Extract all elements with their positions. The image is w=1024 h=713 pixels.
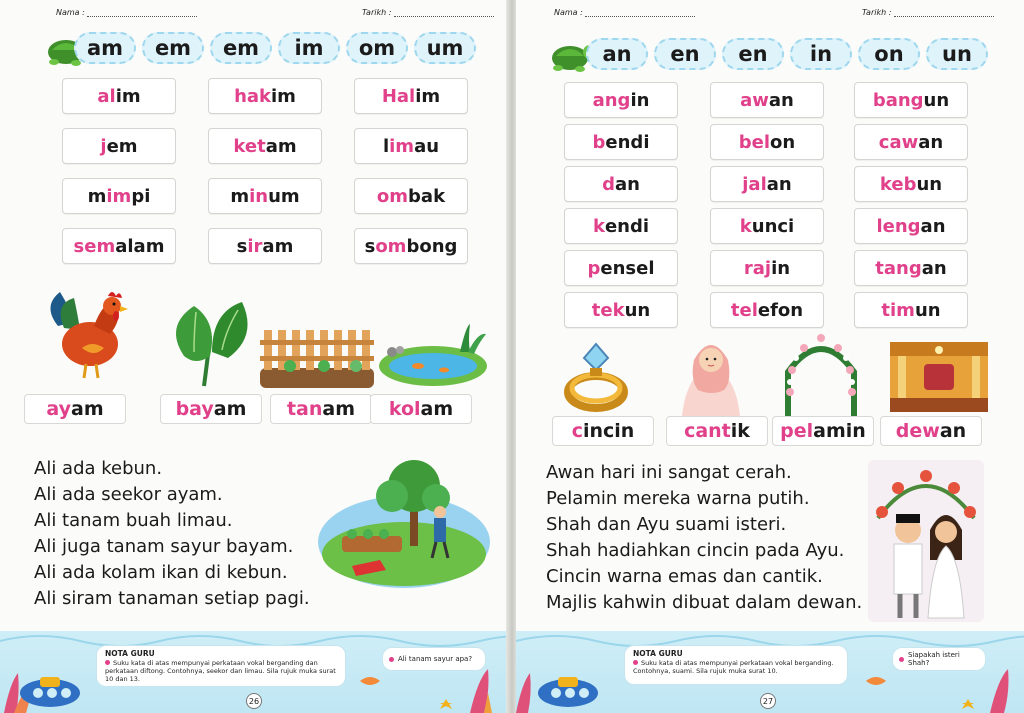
word-plain: un (624, 299, 651, 321)
syllable-pill: om (346, 32, 408, 64)
word-plain: ensel (600, 257, 655, 279)
word-highlight: om (376, 185, 409, 207)
word-plain: am (71, 398, 104, 420)
word-highlight: dew (895, 420, 940, 442)
word-highlight: keb (879, 173, 917, 195)
question-text: Siapakah isteri Shah? (908, 651, 960, 667)
word-plain: in (771, 257, 791, 279)
word-card (564, 250, 678, 286)
word-highlight: ang (592, 89, 631, 111)
word-highlight: b (592, 131, 606, 153)
syllable-pill: um (414, 32, 476, 64)
word-plain: au (414, 135, 440, 157)
page-left (0, 0, 508, 713)
sentence-line: Pelamin mereka warna putih. (546, 488, 810, 509)
sentence-line: Shah dan Ayu suami isteri. (546, 514, 787, 535)
syllable-pill: am (74, 32, 136, 64)
picture-label (772, 416, 874, 446)
spinach-icon (164, 296, 254, 388)
word-plain: endi (604, 215, 650, 237)
sentence-line: Shah hadiahkan cincin pada Ayu. (546, 540, 845, 561)
wedding-couple-icon (864, 458, 988, 624)
word-card (62, 128, 176, 164)
word-highlight: jal (742, 173, 767, 195)
teacher-note (624, 645, 848, 685)
word-highlight: tan (286, 398, 323, 420)
word-plain: incin (582, 420, 635, 442)
word-highlight: sem (73, 235, 116, 257)
syllable-pill: em (142, 32, 204, 64)
word-card (564, 82, 678, 118)
word-highlight: bel (738, 131, 771, 153)
pond-icon (378, 322, 488, 388)
syllable-pill: in (790, 38, 852, 70)
rooster-icon (38, 286, 138, 386)
word-card (710, 166, 824, 202)
word-plain: am (213, 398, 247, 420)
word-highlight: caw (878, 131, 919, 153)
word-highlight: ay (46, 398, 71, 420)
word-highlight: ir (247, 235, 263, 257)
word-plain: am (420, 398, 454, 420)
note-title: NOTA GURU (633, 649, 683, 658)
word-card (564, 166, 678, 202)
word-card (62, 228, 176, 264)
reading-passage (546, 460, 862, 616)
word-highlight: k (592, 215, 605, 237)
footer-band (0, 631, 508, 713)
sentence-line: Ali ada kebun. (34, 458, 163, 479)
hall-icon (890, 342, 988, 412)
word-plain: amin (813, 420, 866, 442)
word-highlight: bay (175, 398, 214, 420)
word-highlight: al (97, 85, 116, 107)
word-highlight: d (602, 173, 615, 195)
note-title: NOTA GURU (105, 649, 155, 658)
wedding-arch-icon (778, 330, 864, 416)
sentence-line: Awan hari ini sangat cerah. (546, 462, 792, 483)
syllable-pill: an (586, 38, 648, 70)
syllable-pill: en (722, 38, 784, 70)
garden-scene-icon (312, 450, 492, 590)
word-plain: unci (751, 215, 795, 237)
picture-label (270, 394, 372, 424)
picture-label (666, 416, 768, 446)
word-plain: endi (605, 131, 650, 153)
ring-icon (562, 334, 630, 416)
word-plain: un (923, 89, 950, 111)
question-box (892, 647, 986, 671)
syllable-pill: em (210, 32, 272, 64)
word-plain: an (920, 215, 946, 237)
word-highlight: j (100, 135, 107, 157)
word-card (710, 82, 824, 118)
page-number: 26 (246, 693, 262, 709)
word-plain: ik (730, 420, 750, 442)
word-highlight: ket (233, 135, 266, 157)
word-plain: in (630, 89, 650, 111)
word-plain: an (918, 131, 944, 153)
word-plain: an (921, 257, 947, 279)
word-card (354, 178, 468, 214)
word-plain: em (106, 135, 138, 157)
word-highlight: aw (740, 89, 769, 111)
word-card (208, 128, 322, 164)
picture-label (880, 416, 982, 446)
word-card (564, 292, 678, 328)
word-card (710, 208, 824, 244)
bride-icon (674, 330, 748, 416)
word-card (354, 78, 468, 114)
word-card (854, 292, 968, 328)
word-plain: alam (115, 235, 165, 257)
question-box (382, 647, 486, 671)
word-highlight: k (739, 215, 752, 237)
word-highlight: c (571, 420, 583, 442)
picture-label (552, 416, 654, 446)
word-card (710, 124, 824, 160)
word-highlight: tel (730, 299, 758, 321)
word-plain: efon (757, 299, 804, 321)
word-plain: un (916, 173, 943, 195)
word-highlight: kol (388, 398, 421, 420)
picture-label (160, 394, 262, 424)
syllable-pill: en (654, 38, 716, 70)
word-plain: s (236, 235, 248, 257)
sentence-line: Cincin warna emas dan cantik. (546, 566, 823, 587)
word-highlight: hak (234, 85, 271, 107)
name-field: Nama : (554, 8, 695, 17)
word-plain: bong (406, 235, 458, 257)
name-field: Nama : (56, 8, 197, 17)
word-highlight: tang (875, 257, 922, 279)
word-plain: an (766, 173, 792, 195)
word-card (854, 208, 968, 244)
word-card (564, 124, 678, 160)
word-plain: am (322, 398, 356, 420)
word-plain: im (415, 85, 441, 107)
word-plain: an (614, 173, 640, 195)
word-card (208, 78, 322, 114)
date-field: Tarikh : (362, 8, 494, 17)
word-plain: un (914, 299, 941, 321)
sentence-line: Ali ada kolam ikan di kebun. (34, 562, 288, 583)
word-highlight: im (106, 185, 132, 207)
word-card (564, 208, 678, 244)
picture-label (370, 394, 472, 424)
word-plain: um (268, 185, 300, 207)
word-plain: an (768, 89, 794, 111)
picture-label (24, 394, 126, 424)
word-card (854, 82, 968, 118)
syllable-pill: un (926, 38, 988, 70)
word-plain: pi (131, 185, 151, 207)
word-plain: m (87, 185, 107, 207)
word-plain: an (939, 420, 967, 442)
word-highlight: bang (872, 89, 924, 111)
date-field: Tarikh : (862, 8, 994, 17)
word-plain: l (382, 135, 390, 157)
syllable-pill: im (278, 32, 340, 64)
word-card (854, 124, 968, 160)
word-plain: s (364, 235, 376, 257)
garden-fence-icon (260, 326, 374, 388)
word-card (208, 228, 322, 264)
word-highlight: cant (684, 420, 731, 442)
word-highlight: tim (881, 299, 915, 321)
word-card (354, 228, 468, 264)
page-right (516, 0, 1024, 713)
syllable-pill: on (858, 38, 920, 70)
word-highlight: in (249, 185, 269, 207)
word-highlight: pel (780, 420, 814, 442)
word-highlight: Hal (381, 85, 416, 107)
word-card (854, 250, 968, 286)
word-plain: im (115, 85, 141, 107)
word-card (710, 292, 824, 328)
sentence-line: Ali siram tanaman setiap pagi. (34, 588, 310, 609)
word-highlight: im (389, 135, 415, 157)
teacher-note (96, 645, 346, 687)
reading-passage (34, 456, 310, 612)
word-highlight: leng (876, 215, 921, 237)
word-plain: im (271, 85, 296, 107)
footer-band (516, 631, 1024, 713)
sentence-line: Ali juga tanam sayur bayam. (34, 536, 294, 557)
word-card (62, 178, 176, 214)
word-highlight: om (375, 235, 407, 257)
question-text: Ali tanam sayur apa? (398, 655, 473, 663)
word-highlight: tek (591, 299, 625, 321)
note-text: Suku kata di atas mempunyai perkataan vokal berganding. Contohnya, suami. Sila rujuk muka surat 10. (633, 659, 834, 675)
word-highlight: raj (743, 257, 772, 279)
word-plain: on (770, 131, 796, 153)
word-plain: am (265, 135, 297, 157)
sentence-line: Ali ada seekor ayam. (34, 484, 223, 505)
word-card (710, 250, 824, 286)
word-plain: am (262, 235, 294, 257)
sentence-line: Majlis kahwin dibuat dalam dewan. (546, 592, 863, 613)
word-card (354, 128, 468, 164)
word-highlight: p (587, 257, 601, 279)
sentence-line: Ali tanam buah limau. (34, 510, 233, 531)
word-card (854, 166, 968, 202)
word-plain: bak (408, 185, 446, 207)
word-plain: m (230, 185, 250, 207)
note-text: Suku kata di atas mempunyai perkataan vokal berganding dan perkataan diftong. Contohnya, seekor dan limau. Sila rujuk muka surat 10 dan 13. (105, 659, 336, 683)
page-number: 27 (760, 693, 776, 709)
word-card (62, 78, 176, 114)
word-card (208, 178, 322, 214)
